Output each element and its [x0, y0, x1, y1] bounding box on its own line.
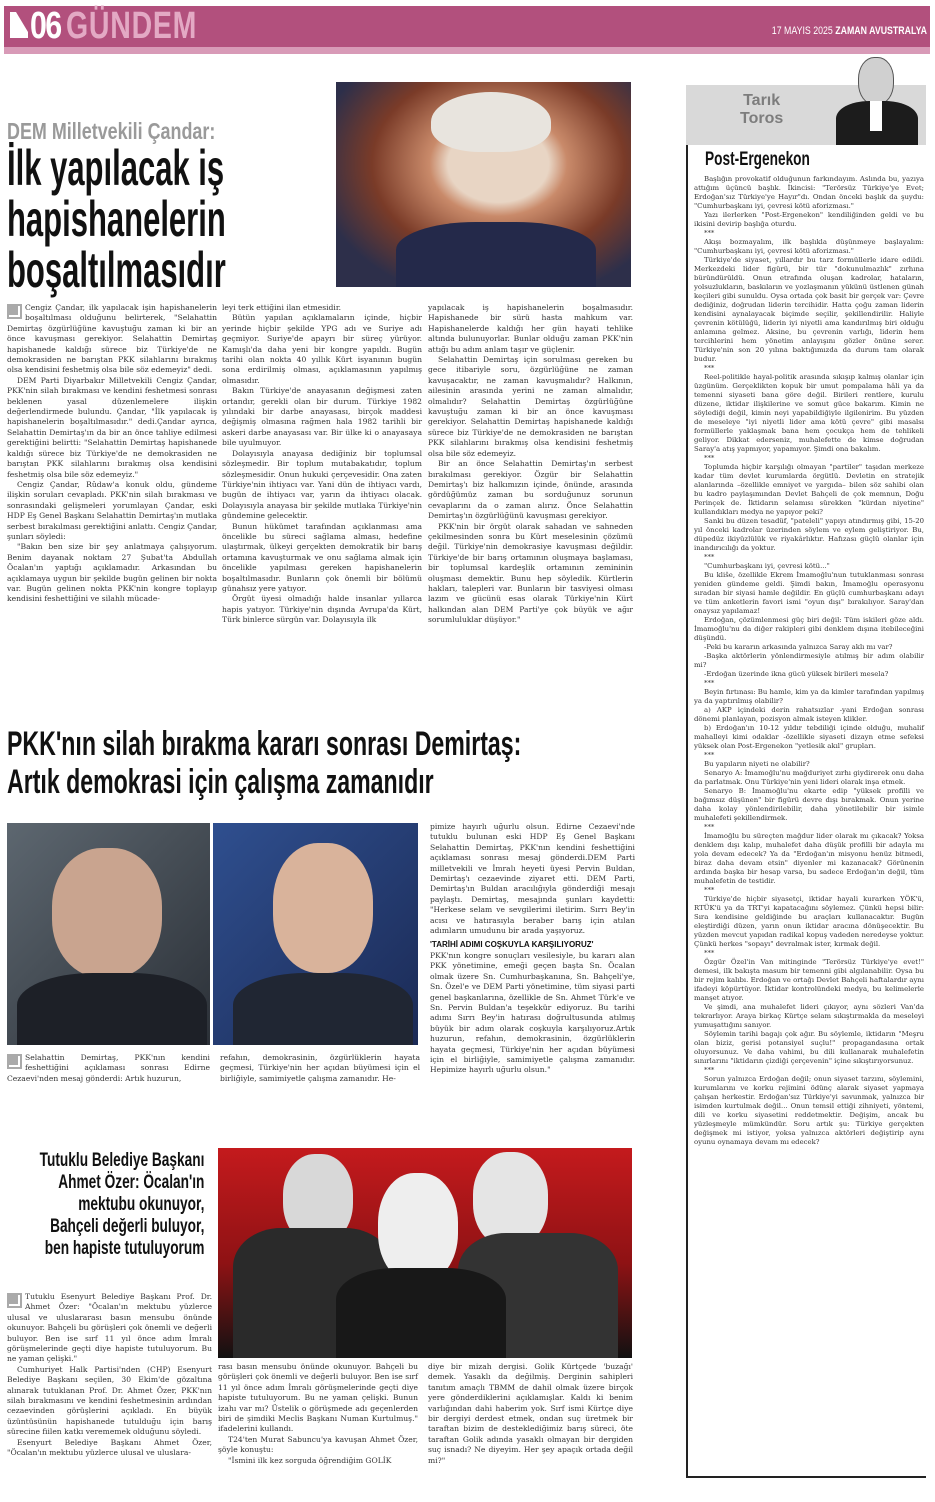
paragraph: Bütün yapılan açıklamaların içinde, hiçbir yerinde hiçbir şekilde YPG adı ve Suriye adı geçmiyor. Suriye'de apayrı bir süreç yürüyor. Kamışlı'da daha yeni bir kongre yapıldı. Bugün tarihi olan nokta 40 yıllık Kürt isyanının bugün sona erdirilmiş olması, açıklamasının yapılmış olmasıdır. — [222, 313, 422, 385]
article2-headline — [7, 725, 521, 801]
headline-line: Ahmet Özer: Öcalan'ın — [58, 1172, 205, 1193]
paragraph: Özgür Özel'in Van mitinginde "Terörsüz Türkiye'ye evet!" demesi, ilk bakışta masum bir temenni gibi algılanabilir. Oysa bu bir rejim kalıbı. Erdoğan ve ortağı Devlet Bahçeli haftalardır aynı ifadeyi köpürtüyor. İktidar kontrolündeki medya, bu kelimelerle manşet atıyor. — [694, 958, 924, 1002]
paragraph: Dolayısıyla anayasa dediğiniz bir toplumsal sözleşmedir. Bir toplum mutabakatıdır, toplum sözleşmesidir. Onun hukuki çerçevesidir. Ona zaten Türkiye'nin ihtiyacı var. Yani dün de ihtiyacı vardı, bugün de ihtiyacı var, yarın da ihtiyacı olacak. Dolayısıyla anayasa bir şekilde mutlaka Türkiye'nin gündemine gelecektir. — [222, 448, 422, 521]
paragraph: Cumhuriyet Halk Partisi'nden (CHP) Esenyurt Belediye Başkanı seçilen, 30 Ekim'de gözaltına alınarak tutuklanan Prof. Dr. Ahmet Özer, PKK'nın silah bırakmasını ve kendini feshetmesinin ardından cezaevinden görüşlerini açıkladı. En büyük üzüntüsünün hapishanede tutulduğu için barış sürecine fiilen katkı verememek olduğunu söyledi. — [7, 1364, 212, 1437]
author-first-name: Tarık — [743, 92, 781, 109]
paragraph: -Peki bu kararın arkasında yalnızca Saray aklı mı var? — [704, 643, 893, 651]
article1-column-3 — [428, 303, 633, 626]
headline-line: Artık demokrasi için çalışma zamanıdır — [7, 763, 434, 801]
paragraph: Bunun hükümet tarafından açıklanması ama öncelikle bu süreci sağlama alması, hedefine ulaştırmak, ülkeyi gerçekten demokratik bir barış ortamına kavuşturmak ve onu sağlama almak için öncelikle yapılması gereken hapishanelerin boşaltılmasıdır. Bunların çok önemli bir bölümü günahsız yere yatıyor. — [222, 521, 422, 593]
article1-column-1 — [7, 303, 217, 605]
paragraph: "Cumhurbaşkanı iyi, çevresi kötü..." — [704, 562, 830, 570]
paragraph: Yazı ilerlerken "Post-Ergenekon" kendiliğinden geldi ve bu ikisini devirip başlığa oturdu. — [694, 211, 924, 228]
headline-line: Bahçeli değerli buluyor, — [50, 1216, 205, 1237]
subheading: 'TARİHİ ADIMI COŞKUYLA KARŞILIYORUZ' — [430, 940, 594, 950]
paragraph: Bu kliše, özellikle Ekrem İmamoğlu'nun tutuklanması sonrası yeniden gündeme geldi. Şimdi bakın, İmamoğlu operasyonu sıradan bir siyasi hamle değildir. En güçlü cumhurbaşkanı adayı ve tüm anketlerin favori ismi "oyun dışı" bırakılıyor. Saray'dan onaysız yapılamaz! — [694, 571, 924, 615]
paragraph: Senaryo A: İmamoğlu'nu mağduriyet zırhı giydirerek onu daha da parlatmak. Onu Türkiye'nin yeni lideri olarak inşa etmek. — [694, 769, 924, 786]
article2-photo-erdogan — [7, 823, 210, 1045]
article1-kicker: DEM Milletvekili Çandar: — [7, 118, 216, 144]
separator: *** — [704, 229, 715, 237]
article2-column-3 — [430, 822, 635, 1076]
paragraph: Bir an önce Selahattin Demirtaş'ın serbest bırakılması gerekiyor. Özgür bir Selahattin Demirtaş'ı biz halkımızın içinde, önünde, arasında gördüğümüz zaman bu sorduğunuz sorunun cevaplarını da o zaman alırız. Önce Selahattin Demirtaş'ın özgürlüğünü kavuşması gerekiyor. — [428, 459, 633, 521]
paragraph: -Başka aktörlerin yönlendirmesiyle atılmış bir adım olabilir mi? — [694, 652, 924, 669]
article3-column-1 — [7, 1292, 212, 1459]
paragraph: Türkiye'de siyaset, yıllardır bu tarz formüllerle idare edildi. Merkezdeki lider figürü, bir tür "dokunulmazlık" zırhına büründürüldü. Onun etrafında oluşan kadrolar, hataların, yolsuzlukların, baskıların ve yozlaşmanın yükünü üstlenen günah keçileri gibi sunuldu. Oysa ortada çok basit bir gerçek var: Çevre dediğiniz, doğrudan liderin tercihidir. Hatta çoğu zaman liderin kendisini aynalayacak biçimde seçilir, şekillendirilir. Haliyle çevrenin kötülüğü, liderin iyi niyetli ama kandırılmış biri olduğu anlamına gelmez. Aksine, bu çevrenin varlığı, liderin hem tercihlerini hem yönetim anlayışını gözler önüne serer. Türkiye'nin son 20 yılına baktığımızda da durum tam olarak budur. — [694, 256, 924, 363]
separator: *** — [704, 823, 715, 831]
separator: *** — [704, 679, 715, 687]
paragraph: leyi terk ettiğini ilan etmesidir. — [222, 303, 342, 312]
paragraph: pimize hayırlı uğurlu olsun. Edirne Cezaevi'nde tutuklu bulunan eski HDP Eş Genel Başkanı Selahattin Demirtaş, PKK'nın kendini feshettiğini açıklaması sonrası mesaj gönderdi.DEM Parti milletvekili ve İmralı heyeti üyesi Pervin Buldan, Demirtaş'ı cezaevinde ziyaret etti. DEM Parti, Demirtaş'ın Buldan aracılığıyla gönderdiği mesajı paylaştı. Demirtaş, mesajında şunları kaydetti: "Herkese selam ve sevgilerimi iletirim. Sırrı Bey'in acısı ve hatırasıyla beraber barış için atılan adımların umudunu bir arada yaşıyoruz. — [430, 822, 635, 936]
paragraph: Türkiye'de hiçbir siyasetçi, iktidar hayali kurarken YÖK'ü, RTÜK'ü ya da TRT'yi kapatacağını söylemez. Çünkü hepsi bilir: Sıra kendisine geldiğinde bu araçları kullanacaktır. Bugün eleştirdiği düzen, yarın onun iktidar aracına dönüşecektir. Bu yüzden mevcut yapıdan radikal kopuş vadeden neredeyse yoktur. Çünkü herkes "sopayı" devralmak ister, kırmak değil. — [694, 895, 924, 948]
headline-line: boşaltılmasıdır — [7, 242, 226, 298]
paragraph: rası basın mensubu önünde okunuyor. Bahçeli bu görüşleri çok önemli ve değerli buluyor. Ben ise sırf 11 yıl önce adım İmralı görüşmelerinde geçti diye hapiste tutuluyorum. Bu ne yaman çelişki. Bunun izahı var mı? Üstelik o görüşmede adı geçenlerden biri de şimdiki Meclis Başkanı Numan Kurtulmuş." ifadelerini kullandı. — [218, 1362, 418, 1434]
paragraph: Söylemin tarihi bagajı çok ağır. Bu söylemle, iktidarın "Meşru olan biziz, gerisi potansiyel suçlu!" propagandasına ortak oluyorsunuz. Ve daha vahimi, bu dili kullanarak muhalefetin sınırlarını "iktidarın çizdiği çerçevenin" içine sıkıştırıyorsunuz. — [694, 1030, 924, 1065]
paragraph: PKK'nin bir örgüt olarak sahadan ve sahneden çekilmesinden sonra bu Kürt meselesinin çözümü değil. Türkiye'nin demokrasiye kavuşması değildir. Türkiye'de bir barış ortamının oluşmaya başlaması, bir toplumsal kardeşlik ortamının zemininin oluşması demektir. Bunu hep söyledik. Kürtlerin hakları, talepleri var. Bunların bir tasviyesi olması lazım ve gücünü esas olarak Türkiye'nin Kürt halkından alan DEM Parti'ye çok büyük ve ağır sorumluluklar düşüyor." — [428, 521, 633, 625]
paragraph: a) AKP içindeki derin rahatsızlar -yani Erdoğan sonrası dönemi planlayan, pozisyon almak isteyen klikler. — [694, 706, 924, 723]
paragraph: b) Erdoğan'ın 10-12 yıldır tebdiliği içinde olduğu, muhalif mahalleyi kimi odaklar -özellikle siyaseti dizayn etme sefeksi yüksek olan Post-Ergenekon "yetlesik akıl" grupları. — [694, 724, 924, 750]
paragraph: Bakın Türkiye'de anayasanın değişmesi zaten ortandır, gerekli olan bir durum. Türkiye 1982 yılındaki bir darbe anayasası, birçok maddesi değişmiş olmasına rağmen hala 1982 tarihli bir askeri darbe anayasası var. Bir ülke ki o anayasaya bile uyulmuyor. — [222, 386, 422, 448]
paragraph: Akışı bozmayalım, ilk başlıkla düşünmeye başlayalım: "Cumhurbaşkanı iyi, çevresi kötü aforizması." — [694, 238, 924, 255]
headline-line: Tutuklu Belediye Başkanı — [39, 1150, 205, 1171]
article3-headline — [10, 1150, 204, 1260]
separator: *** — [704, 553, 715, 561]
paragraph: refahın, demokrasinin, özgürlüklerin hayata geçmesi, Türkiye'nin her açıdan büyümesi için el birliğiyle, samimiyetle çalışma zamanıdır. He- — [220, 1053, 420, 1083]
paragraph: Esenyurt Belediye Başkanı Ahmet Özer, "Öcalan'ın mektubu yüzlerce ulusal ve uluslara- — [7, 1437, 212, 1458]
paragraph: Cengiz Çandar, Rûdaw'a konuk oldu, gündeme ilişkin soruları cevapladı. PKK'nin silah bırakması ve sonrasındaki gelişmeleri yorumlayan Çandar, eski HDP Eş Genel Başkanı Selahattin Demirtaş'ın mutlaka serbest bırakılması gerektiğini anlattı. Cengiz Çandar, şunları söyledi: — [7, 479, 218, 541]
paragraph: Selahattin Demirtaş, PKK'nın kendini feshettiğini açıklaması sonrası Edirne Cezaevi'nden mesaj gönderdi: Artık huzurun, — [7, 1053, 210, 1083]
separator: *** — [704, 886, 715, 894]
separator: *** — [704, 1066, 715, 1074]
paragraph: Erdoğan, çözümlenmesi güç biri değil: Tüm iskileri göze aldı. İmamoğlu'nu da diğer rakipleri gibi denklem dışına itebileceğini düşündü. — [694, 616, 924, 642]
paragraph: DEM Parti Diyarbakır Milletvekili Cengiz Çandar, PKK'nin silah bırakması ve kendini feshetmesi sonrası beklenen yasal düzenlemelere ilişkin değerlendirmede bulundu. Çandar, "İlk yapılacak iş hapishanelerin boşaltılmasıdır." dedi.Çandar ayrıca, Selahattin Demirtaş'ın da bir an önce tahliye edilmesi gerektiğini belirtti: "Selahattin Demirtaş hapishanede kaldığı sürece biz Türkiye'de ne demokrasiden ne barıştan PKK silahlarını bırakmış olsa kendisini feshetmiş olsa bile söz edemeyiz." — [7, 375, 217, 479]
columnist-name — [740, 92, 783, 128]
publication-name: ZAMAN AVUSTRALYA — [835, 25, 927, 37]
separator: *** — [704, 949, 715, 957]
separator: *** — [704, 454, 715, 462]
headline-line: PKK'nın silah bırakma kararı sonrası Demirtaş: — [7, 725, 522, 763]
arrow-down-right-icon — [7, 1293, 22, 1308]
article2-caption-col-2 — [220, 1053, 420, 1084]
paragraph: Sanki bu düzen tesadüf, "pateleli" yapıyı atındırmış gibi, 15-20 yıl önceki kadrolar üzerinden söylem ve eylem geliştiriyor. Bu, düpedüz ikiyüzlülük ve riyakârlıktır. Hafızası güçlü olanlar için inandırıcılığı da yoktur. — [694, 517, 924, 552]
paragraph: Cengiz Çandar, ilk yapılacak işin hapishanelerin boşaltılması olduğunu belirterek, "Selahattin Demirtaş özgürlüğüne kavuştuğu zaman ki bir an önce kavuşması gerekiyor. Selahattin Demirtaş hapishanede kaldığı sürece biz Türkiye'de ne demokrasiden ne barıştan PKK silahlarını bırakmış olsa kendisini feshetmiş olsa bile söz edemeyiz" dedi. — [7, 303, 217, 375]
section-title: GÜNDEM — [66, 5, 198, 47]
paragraph: Başlığın provokatif olduğunun farkındayım. Aslında bu, yazıya attığım üçüncü başlık. İkincisi: "Terörsüz Türkiye'ye Evet; Erdoğan'sız Türkiye'ye Hayır"dı. Ondan önceki başlık da şuydu: "Cumhurbaşkanı iyi, çevresi kötü aforizması." — [694, 175, 924, 210]
paragraph: Selahattin Demirtaş için sorulması gereken bu gece itibariyle soru, özgürlüğüne ne zaman kavuşacaktır, ne zaman kavuşmalıdır? Halkının, ailesinin arasında yerini ne zaman almalıdır, olmalıdır? Selahattin Demirtaş özgürlüğüne kavuştuğu zaman ki bir an önce kavuşması gerekiyor. Selahattin Demirtaş hapishanede kaldığı sürece biz Türkiye'de ne demokrasiden ne barıştan PKK silahlarını bırakmış olsa kendisini feshetmiş olsa bile söz edemeyiz. — [428, 355, 633, 458]
columnist-photo — [830, 55, 922, 145]
issue-date: 17 MAYIS 2025 — [771, 25, 833, 37]
arrow-down-right-icon — [8, 10, 30, 40]
paragraph: "Bakın ben size bir şey anlatmaya çalışıyorum. Benim dayanak noktam 27 Şubat'ta Abdullah Öcalan'ın yaptığı açıklamadır. Arkasından bu açıklamaya uygun bir şekilde bugün gelinen bir nokta var. Bugün gelinen nokta PKK'nin kongre toplayıp kendisini feshettiğini ve silahlı mücade- — [7, 542, 217, 604]
paragraph: PKK'nın kongre sonuçları vesilesiyle, bu kararı alan PKK yönetimine, emeği geçen başta Sn. Öcalan olmak üzere Sn. Cumhurbaşkanına, Sn. Bahçeli'ye, Sn. Özel'e ve DEM Parti yönetimine, tüm siyasi parti genel başkanlarına, özellikle de Sn. Ahmet Türk'e ve Sn. Pervin Buldan'a teşekkür ediyoruz. Bu tarihi adımı Sırrı Bey'in hatırası doğrultusunda atılmış büyük bir adım olarak coşkuyla karşılıyoruz.Artık huzurun, refahın, demokrasinin, özgürlüklerin hayata geçmesi, Türkiye'nin her açıdan büyümesi için el birliğiyle, samimiyetle çalışma zamanıdır. Hepimize hayırlı uğurlu olsun." — [430, 950, 635, 1075]
article3-photo — [218, 1148, 632, 1358]
paragraph: Reel-politikle hayal-politik arasında sıkışıp kalmış olanlar için üzgünüm. Gerçeklikten kopuk bir umut pompalama hâli ya da temenni siyaseti bana göre değil. Birileri rentlere, kurulu düzene, iktidar ilişkilerine ve somut güce bakarım. Kimin ne söylediği değil, kimin neyi yapabildiğiyle ilgilenirim. Bu yüzden de meseleye "iyi niyetli lider ama kötü çevre" gibi masalsı formüllerle yaklaşmak bana hem çocukça hem de tehlikeli geliyor. Dikkat ederseniz, muhalefette de kimse doğrudan Saray'a atış yapmıyor, yapamıyor. Şimdi ona bakalım. — [694, 373, 924, 453]
paragraph: Beyin fırtınası: Bu hamle, kim ya da kimler tarafından yapılmış ya da yaptırılmış olabilir? — [694, 688, 924, 705]
paragraph: -Erdoğan üzerinde ikna gücü yüksek birileri mesela? — [704, 670, 889, 678]
paragraph: Sorun yalnızca Erdoğan değil; onun siyaset tarzını, söylemini, kurumlarını ve korku rejimini ödünç alarak siyaset yapmaya çalışan herkestir. Erdoğan'sız Türkiye'yi savunmak, yalnızca bir isimden kurtulmak değil... Onun temsil ettiği zihniyeti, yöntemi, dili ve korku siyasetini reddetmektir. Değişim, ancak bu yüzleşmeyle mümkündür. Soru artık şu: Türkiye gerçekten değişmek mi istiyor, yoksa yalnızca aktörleri değiştirip aynı oyunu oynamaya devam mı edecek? — [694, 1075, 924, 1146]
article1-photo — [336, 82, 631, 287]
arrow-down-right-icon — [7, 1054, 22, 1069]
column-body — [694, 175, 924, 1147]
section-header-strip — [4, 47, 930, 54]
headline-line: hapishanelerin — [7, 191, 226, 247]
column-title: Post-Ergenekon — [705, 149, 810, 170]
issue-date-line — [772, 24, 927, 38]
article1-column-2 — [222, 303, 422, 626]
separator: *** — [704, 751, 715, 759]
separator: *** — [704, 364, 715, 372]
paragraph: İmamoğlu bu süreçten mağdur lider olarak mı çıkacak? Yoksa denklem dışı kalıp, muhalefet daha düşük profilli bir adayla mı yola devam edecek? Ya da "Erdoğan'ın misyonu henüz bitmedi, biraz daha devam etsin" diyenler mi kazanacak? Görünenin ardında başka bir hesap varsa, bu sadece Erdoğan'ın değil, tüm muhalefetin de testidir. — [694, 832, 924, 885]
arrow-down-right-icon — [7, 304, 22, 319]
paragraph: yapılacak iş hapishanelerin boşalmasıdır. Hapishanede bir sürü hasta mahkum var. Hapishanelerde kaldığı her gün hayati tehlike altında bulunuyorlar. Bunlar olduğu zaman PKK'nin attığı bu adım anlam taşır ve güçlenir. — [428, 303, 633, 354]
article2-caption-col-1 — [7, 1053, 210, 1084]
author-last-name: Toros — [740, 110, 784, 127]
article1-headline — [7, 140, 226, 298]
article2-photo-demirtas — [213, 823, 418, 1045]
paragraph: Toplumda hiçbir karşılığı olmayan "partiler" taşıdan merkeze kadar tüm devlet kurumlarda örgütlü. Devletin en stratejik alanlarında –özellikle emniyet ve yargıda– bilen söz sahibi olan bu kadro paylaşımından Devlet Bahçeli de çok memnun, Doğu Perinçek de. İktidarın selamısı sürekken "kürdan niyetine" kullandıkları medya ne yapıyor peki? — [694, 463, 924, 516]
paragraph: Ve şimdi, ana muhalefet lideri çıkıyor, aynı sözleri Van'da tekrarlıyor. Araya birkaç Kürtçe selam sıkıştırmakla da meseleyi yumuşattığını sanıyor. — [694, 1003, 924, 1029]
article3-column-3 — [428, 1362, 633, 1466]
paragraph: Örgüt üyesi olmadığı halde insanlar yıllarca hapis yatıyor. Türkiye'nin dışında Avrupa'da Kürt, Türk binlerce sürgün var. Dolayısıyla ilk — [222, 594, 422, 625]
paragraph: Bu yapıların niyeti ne olabilir? — [704, 760, 810, 768]
paragraph: T24'ten Murat Sabuncu'ya kavuşan Ahmet Özer, şöyle konuştu: — [218, 1434, 418, 1455]
page-number: 06 — [30, 5, 61, 47]
paragraph: Tutuklu Esenyurt Belediye Başkanı Prof. Dr. Ahmet Özer: "Öcalan'ın mektubu yüzlerce ulusal ve uluslararası basın mensubu önünde okunuyor. Bahçeli bu görüşleri çok önemli ve değerli buluyor. Ben ise sırf 11 yıl önce adım İmralı görüşmelerinde geçti diye hapiste tutuluyorum. Bu ne yaman çelişki." — [7, 1292, 212, 1364]
paragraph: "İsmini ilk kez sorguda öğrendiğim GOLİK — [228, 1455, 392, 1465]
paragraph: diye bir mizah dergisi. Golik Kürtçede 'buzağı' demek. Yasaklı da değilmiş. Derginin sahipleri tanıtım amaçlı TBMM de dahil olmak üzere birçok yere gönderdiklerini açıklamışlar. Kaldı ki benim varlığından dahi haberim yok. Sırf ismi Kürtçe diye bir dergiyi derdest etmek, ondan suç üretmek bir taraftan bizim de desteklediğimiz barış süreci, öte taraftan Golik adında yasaklı olmayan bir dergiden suç isnadı? Ne diyeyim. Her şey apaçık ortada değil mi?" — [428, 1362, 633, 1465]
headline-line: İlk yapılacak iş — [7, 140, 225, 196]
headline-line: mektubu okunuyor, — [78, 1194, 205, 1215]
headline-line: ben hapiste tutuluyorum — [44, 1238, 205, 1259]
paragraph: Senaryo B: İmamoğlu'nu ekarte edip "yüksek profilli ve bağımsız düşünen" bir figürü devre dışı bırakmak. Onun yerine daha kolay yönlendirilebilir, daha yönetilebilir bir isimle muhalefeti şekillendirmek. — [694, 787, 924, 822]
article3-column-2 — [218, 1362, 418, 1466]
